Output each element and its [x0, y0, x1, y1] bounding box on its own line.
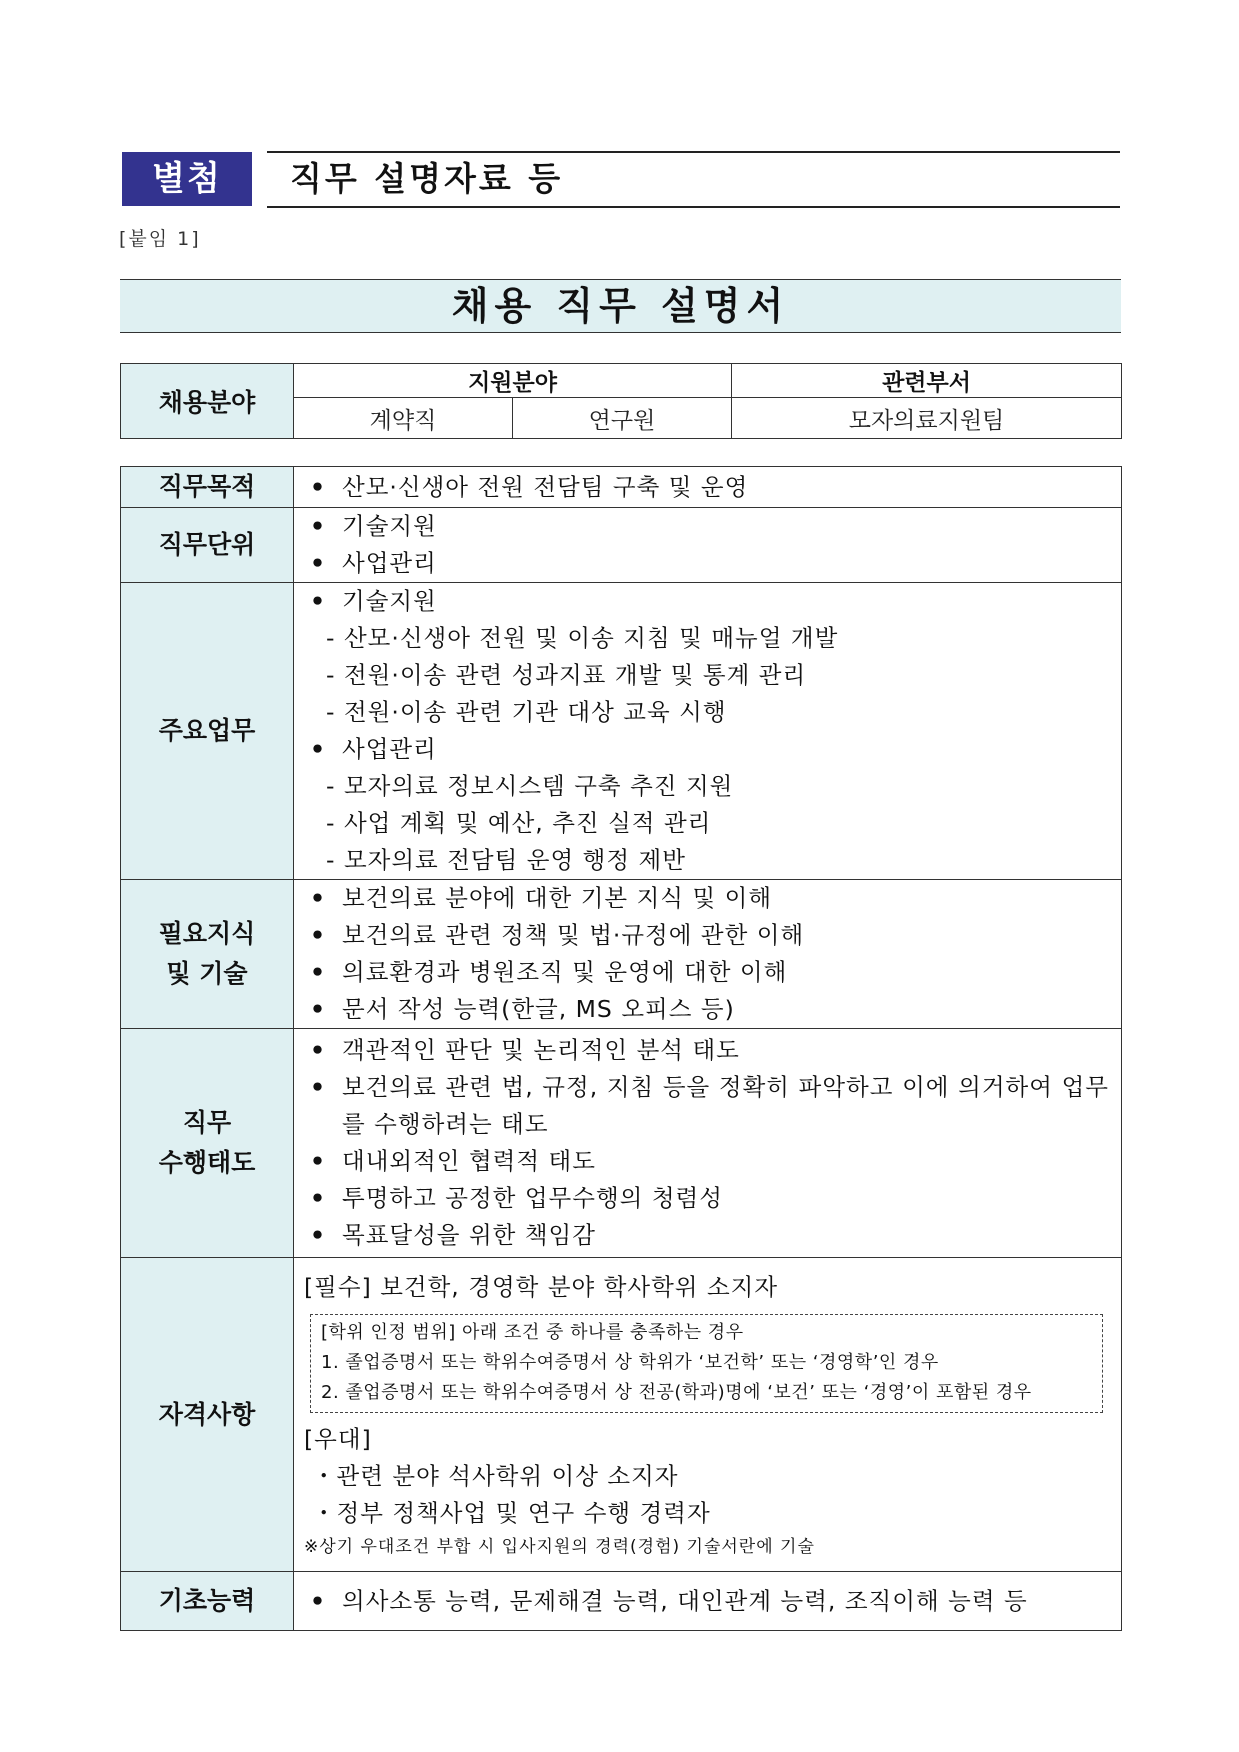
sub-item: - 모자의료 정보시스템 구축 추진 지원 [326, 772, 734, 800]
row-content [294, 1029, 1122, 1258]
list-item: • 산모·신생아 전원 전담팀 구축 및 운영 [304, 469, 1109, 506]
row-label [121, 1029, 294, 1258]
row-content [294, 880, 1122, 1029]
recruit-field-label: 채용분야 [121, 364, 294, 439]
list-item: • 대내외적인 협력적 태도 [304, 1143, 1109, 1180]
required-qualification: [필수] 보건학, 경영학 분야 학사학위 소지자 [304, 1272, 779, 1301]
list-item: • 기술지원 [304, 583, 1109, 620]
list-item: • 의료환경과 병원조직 및 운영에 대한 이해 [304, 954, 1109, 991]
list-item: • 보건의료 분야에 대한 기본 지식 및 이해 [304, 880, 1109, 917]
row-content [294, 583, 1122, 880]
job-description-table [120, 466, 1122, 1631]
row-label: 자격사항 [121, 1258, 294, 1572]
row-label: 직무목적 [121, 467, 294, 508]
row-unit [121, 508, 1122, 583]
list-item: • 보건의료 관련 법, 규정, 지침 등을 정확히 파악하고 이에 의거하여 업무를 수행하려는 태도 [304, 1069, 1109, 1143]
sub-item: - 사업 계획 및 예산, 추진 실적 관리 [326, 809, 712, 837]
list-item: • 목표달성을 위한 책임감 [304, 1217, 1109, 1254]
sub-item: - 전원·이송 관련 기관 대상 교육 시행 [326, 698, 727, 726]
row-basic [121, 1572, 1122, 1631]
department: 모자의료지원팀 [732, 398, 1122, 439]
sub-item: - 전원·이송 관련 성과지표 개발 및 통계 관리 [326, 661, 807, 689]
document-title: 채용 직무 설명서 [120, 279, 1121, 333]
degree-scope-box [310, 1314, 1103, 1413]
row-attitude [121, 1029, 1122, 1258]
header-rule-bottom [267, 206, 1120, 208]
list-item: • 투명하고 공정한 업무수행의 청렴성 [304, 1180, 1109, 1217]
sub-item: - 모자의료 전담팀 운영 행정 제반 [326, 846, 686, 874]
position: 연구원 [513, 398, 732, 439]
row-knowledge [121, 880, 1122, 1029]
header-rule-top [267, 151, 1120, 153]
department-header: 관련부서 [732, 364, 1122, 398]
preferred-item: ・정부 정책사업 및 연구 수행 경력자 [312, 1498, 711, 1527]
row-purpose [121, 467, 1122, 508]
preferred-item: ・관련 분야 석사학위 이상 소지자 [312, 1461, 679, 1490]
degree-scope-line: 1. 졸업증명서 또는 학위수여증명서 상 학위가 ‘보건학’ 또는 ‘경영학’인 경우 [321, 1351, 939, 1373]
recruit-field-table [120, 363, 1122, 439]
list-item: • 사업관리 [304, 545, 1109, 582]
list-item: • 사업관리 [304, 731, 1109, 768]
preferred-note: ※상기 우대조건 부합 시 입사지원의 경력(경험) 기술서란에 기술 [304, 1536, 815, 1557]
row-label [121, 880, 294, 1029]
row-content [294, 1258, 1122, 1572]
row-duties [121, 583, 1122, 880]
row-content [294, 508, 1122, 583]
attachment-badge: 별첨 [122, 152, 252, 206]
row-content [294, 467, 1122, 508]
employment-type: 계약직 [294, 398, 513, 439]
preferred-title: [우대] [304, 1424, 372, 1453]
list-item: • 기술지원 [304, 508, 1109, 545]
list-item: • 의사소통 능력, 문제해결 능력, 대인관계 능력, 조직이해 능력 등 [304, 1583, 1109, 1620]
row-label-line: 수행태도 [158, 1148, 256, 1177]
row-label: 주요업무 [121, 583, 294, 880]
header-title: 직무 설명자료 등 [290, 159, 564, 198]
list-item: • 문서 작성 능력(한글, MS 오피스 등) [304, 991, 1109, 1028]
list-item: • 보건의료 관련 정책 및 법·규정에 관한 이해 [304, 917, 1109, 954]
attachment-label: [붙임 1] [119, 228, 201, 250]
row-qualification [121, 1258, 1122, 1572]
degree-scope-line: [학위 인정 범위] 아래 조건 중 하나를 충족하는 경우 [321, 1321, 744, 1343]
row-content [294, 1572, 1122, 1631]
row-label: 직무단위 [121, 508, 294, 583]
row-label-line: 직무 [182, 1108, 232, 1137]
row-label-line: 필요지식 [158, 919, 256, 948]
row-label: 기초능력 [121, 1572, 294, 1631]
degree-scope-line: 2. 졸업증명서 또는 학위수여증명서 상 전공(학과)명에 ‘보건’ 또는 ‘경영’이 포함된 경우 [321, 1381, 1032, 1403]
list-item: • 객관적인 판단 및 논리적인 분석 태도 [304, 1032, 1109, 1069]
sub-item: - 산모·신생아 전원 및 이송 지침 및 매뉴얼 개발 [326, 624, 839, 652]
row-label-line: 및 기술 [166, 959, 248, 988]
apply-field-header: 지원분야 [294, 364, 732, 398]
